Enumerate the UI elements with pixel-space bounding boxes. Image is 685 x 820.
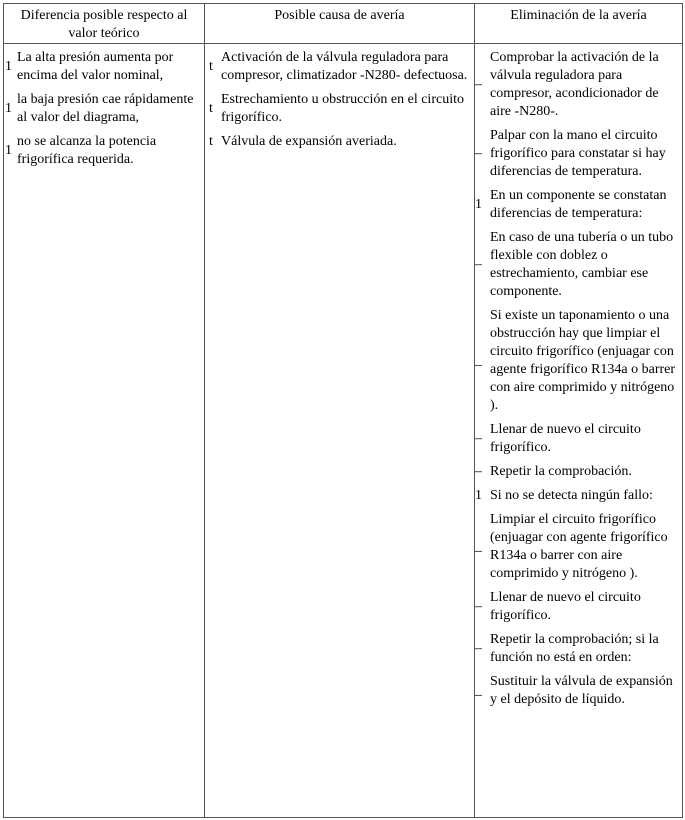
list-item-text: Comprobar la activación de la válvula reguladora para compresor, acondicionador de aire -N280-. xyxy=(490,50,659,119)
list-item-text: Limpiar el circuito frigorífico (enjuagar con agente frigorífico R134a o barrer con aire comprimido y nitrógeno ). xyxy=(490,512,668,581)
list-item-text: la baja presión cae rápidamente al valor del diagrama, xyxy=(17,92,194,125)
bullet-marker: – xyxy=(475,464,482,479)
bullet-marker: _ xyxy=(475,539,482,554)
list-item xyxy=(4,133,204,169)
header-remedy: Eliminación de la avería xyxy=(475,4,683,44)
body-row xyxy=(4,44,683,818)
bullet-marker: 1 xyxy=(475,197,482,212)
bullet-marker: 1 xyxy=(5,101,12,116)
list-item-text: En caso de una tubería o un tubo flexible con doblez o estrechamiento, cambiar ese componente. xyxy=(490,230,674,299)
list-item xyxy=(475,589,682,625)
bullet-marker: – xyxy=(475,77,482,92)
list-item xyxy=(475,631,682,667)
list-item-text: La alta presión aumenta por encima del valor nominal, xyxy=(17,50,174,83)
deviation-list xyxy=(4,44,204,169)
list-item xyxy=(205,133,474,151)
list-item xyxy=(475,307,682,415)
list-item xyxy=(205,91,474,127)
header-row xyxy=(4,4,683,44)
list-item-text: Sustituir la válvula de expansión y el depósito de líquido. xyxy=(490,674,673,707)
header-cause: Posible causa de avería xyxy=(205,4,475,44)
cause-cell xyxy=(205,44,475,818)
list-item-text: Repetir la comprobación. xyxy=(490,464,632,479)
bullet-marker: 1 xyxy=(5,59,12,74)
list-item-text: Si existe un taponamiento o una obstrucción hay que limpiar el circuito frigorífico (enjuagar con agente frigorífico R134a o barrer con aire comprimido y nitrógeno ). xyxy=(490,308,676,413)
list-item xyxy=(475,229,682,301)
remedy-list xyxy=(475,44,682,709)
cause-list xyxy=(205,44,474,151)
bullet-marker: – xyxy=(475,146,482,161)
bullet-marker: – xyxy=(475,257,482,272)
list-item xyxy=(475,511,682,583)
list-item xyxy=(205,49,474,85)
list-item-text: Válvula de expansión averiada. xyxy=(221,134,397,149)
list-item-text: Llenar de nuevo el circuito frigorífico. xyxy=(490,422,641,455)
bullet-marker: t xyxy=(209,134,213,149)
list-item-text: Repetir la comprobación; si la función no está en orden: xyxy=(490,632,659,665)
deviation-cell xyxy=(4,44,205,818)
list-item xyxy=(475,463,682,481)
list-item xyxy=(475,421,682,457)
list-item-text: Si no se detecta ningún fallo: xyxy=(490,488,653,503)
bullet-marker: – xyxy=(475,599,482,614)
list-item xyxy=(475,187,682,223)
list-item xyxy=(475,673,682,709)
bullet-marker: 1 xyxy=(475,488,482,503)
list-item-text: Estrechamiento u obstrucción en el circuito frigorífico. xyxy=(221,92,464,125)
list-item-text: no se alcanza la potencia frigorífica requerida. xyxy=(17,134,157,167)
list-item-text: Activación de la válvula reguladora para compresor, climatizador -N280- defectuosa. xyxy=(221,50,468,83)
list-item-text: En un componente se constatan diferencias de temperatura: xyxy=(490,188,667,221)
fault-table xyxy=(3,3,683,818)
list-item xyxy=(475,49,682,121)
bullet-marker: _ xyxy=(475,683,482,698)
remedy-cell xyxy=(475,44,683,818)
bullet-marker: 1 xyxy=(5,143,12,158)
bullet-marker: – xyxy=(475,641,482,656)
bullet-marker: – xyxy=(475,431,482,446)
bullet-marker: t xyxy=(209,59,213,74)
bullet-marker: t xyxy=(209,101,213,116)
list-item xyxy=(475,127,682,181)
list-item xyxy=(475,487,682,505)
list-item-text: Llenar de nuevo el circuito frigorífico. xyxy=(490,590,641,623)
list-item-text: Palpar con la mano el circuito frigorífico para constatar si hay diferencias de temperatura. xyxy=(490,128,666,179)
list-item xyxy=(4,49,204,85)
list-item xyxy=(4,91,204,127)
header-deviation: Diferencia posible respecto al valor teórico xyxy=(4,4,205,44)
bullet-marker: _ xyxy=(475,353,482,368)
